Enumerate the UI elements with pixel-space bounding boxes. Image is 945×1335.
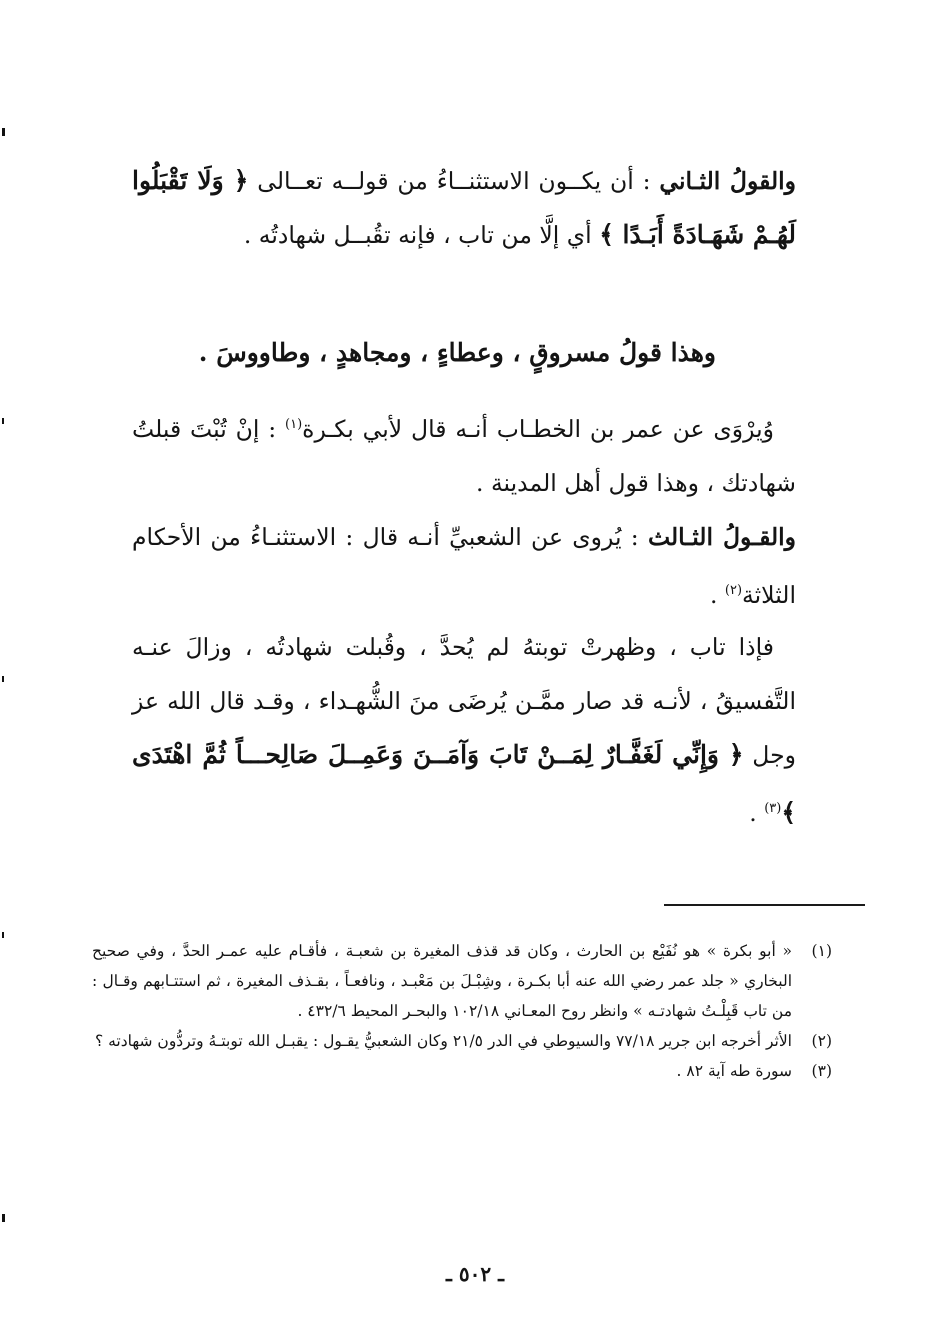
footnote-item — [92, 1056, 832, 1086]
footnote-item — [92, 936, 832, 1026]
margin-mark — [2, 932, 4, 938]
quran-verse: ﴿ وَلَا تَقْبَلُوا لَهُـمْ شَهَـادَةً أَبَـدًا ﴾ — [132, 166, 796, 249]
footnote-number: (٣) — [811, 1062, 832, 1080]
paragraph-lead: والقـولُ الثـالث — [647, 523, 796, 551]
paragraph-lead: والقولُ الثـاني — [659, 167, 797, 195]
paragraph-text: وهذا قولُ مسروقٍ ، وعطاءٍ ، ومجاهدٍ ، وطاووسَ . — [198, 338, 716, 367]
quran-verse: ﴿ وَإِنِّي لَغَفَّـارٌ لِمَــنْ تَابَ وَآمَــنَ وَعَمِــلَ صَالِحـــاً ثُمَّ اهْتَدَى ﴾ — [132, 740, 796, 827]
paragraph-text: فإذا تاب ، وظهرتْ توبتهُ لم يُحدَّ ، وقُبلت شهادتُه ، وزالَ عنـه التَّفسيقُ ، لأنـه قد صار ممَّـن يُرضَى منَ الشُّهـداء ، وقـد قال الله عز وجل — [132, 633, 796, 769]
page-number: ـ ٥٠٢ ـ — [446, 1262, 504, 1286]
footnote-text: « أبو بكرة » هو نُفَيْع بن الحارث ، وكان قد قذف المغيرة بن شعبـة ، فأقـام عليه عمـر الحدَّ ، وفي صحيح البخاري « جلد عمر رضي الله عنه أبا بكـرة ، وشِبْـلَ بن مَعْبـد ، ونافعـاً ، بقـذف المغيرة ، ثم استتـابهم وقـال : من تاب قَبِلْـتُ شهادتـه » وانظر روح المعـاني ١٠٢/١٨ والبحـر المحيط ٤٣٢/٦ . — [92, 942, 792, 1020]
paragraph-repentance — [132, 620, 796, 840]
paragraph-text: : أن يكــون الاستثنــاءُ من قولــه تعــالى — [248, 167, 660, 195]
footnote-text: سورة طه آية ٨٢ . — [676, 1062, 792, 1080]
margin-mark — [2, 128, 5, 136]
footnote-text: الأثر أخرجه ابن جرير ٧٧/١٨ والسيوطي في الدر ٢١/٥ وكان الشعبيُّ يقـول : يقبـل الله توبتـهُ وتردُّون شهادته ؟ — [94, 1032, 792, 1050]
paragraph-scholars — [132, 326, 796, 380]
paragraph-text: وُيرْوَى عن عمر بن الخطـاب أنـه قال لأبي بكـرة — [302, 414, 774, 443]
paragraph-umar-narration — [132, 398, 796, 510]
footnote-ref: (١) — [285, 417, 303, 432]
footnote-separator — [664, 904, 865, 906]
margin-mark — [2, 1214, 5, 1222]
footnotes — [92, 936, 832, 1086]
footnote-ref: (٢) — [724, 583, 743, 598]
paragraph-text: : يُروى عن الشعبيِّ أنـه قال : الاستثنـاءُ من الأحكام الثلاثة — [132, 523, 796, 609]
footnote-ref: (٣) — [764, 801, 782, 816]
margin-mark — [2, 418, 4, 424]
margin-mark — [2, 676, 4, 682]
paragraph-text: . — [749, 798, 765, 827]
paragraph-second-opinion — [132, 154, 796, 262]
paragraph-text: . — [709, 580, 725, 609]
paragraph-third-opinion — [132, 510, 796, 622]
footnote-number: (٢) — [811, 1032, 832, 1050]
footnote-item — [92, 1026, 832, 1056]
footnote-number: (١) — [811, 942, 832, 960]
paragraph-text: : إنْ تُبْتَ قبلتُ شهادتك ، وهذا قول أهل المدينة . — [132, 414, 796, 497]
paragraph-text: أي إلَّا من تاب ، فإنه تقُبــل شهادتُه . — [243, 221, 600, 249]
